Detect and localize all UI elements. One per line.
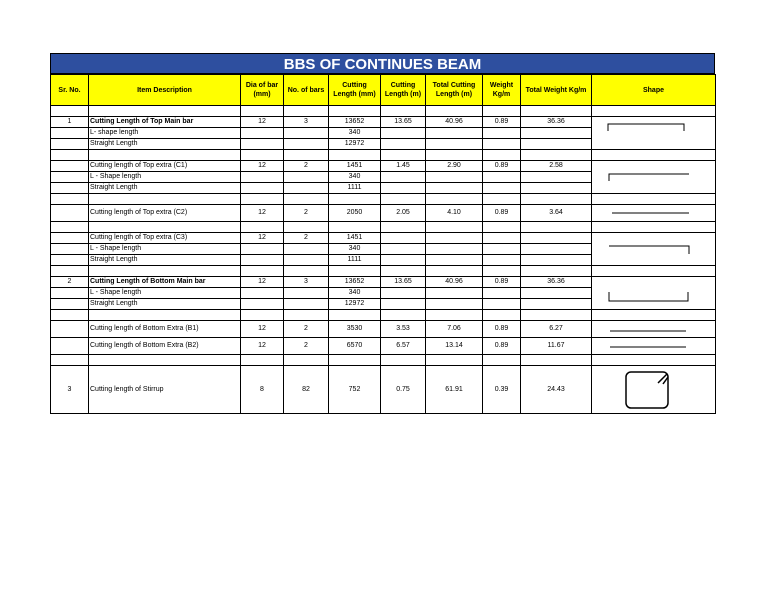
cell-len-m: 13.65 [381, 277, 426, 288]
header-cut-mm: Cutting Length (mm) [329, 75, 381, 106]
cell-desc: L- shape length [89, 128, 241, 139]
cell-dia: 12 [241, 205, 284, 222]
cell-total: 61.91 [426, 366, 483, 414]
cell-len-mm: 752 [329, 366, 381, 414]
cell-total-weight: 24.43 [521, 366, 592, 414]
cell-nos: 3 [284, 277, 329, 288]
cell-total: 2.90 [426, 161, 483, 172]
cell-dia: 12 [241, 161, 284, 172]
table-row-c3 [51, 233, 716, 244]
table-row-b2 [51, 338, 716, 355]
cell-len-m: 2.05 [381, 205, 426, 222]
cell-total: 40.96 [426, 277, 483, 288]
cell-sr: 3 [51, 366, 89, 414]
header-dia: Dia of bar (mm) [241, 75, 284, 106]
u-shape-top-icon [592, 117, 716, 150]
shape-b2 [592, 338, 716, 355]
straight-bar-icon [592, 321, 716, 337]
cell-total: 40.96 [426, 117, 483, 128]
cell-desc: Cutting length of Bottom Extra (B1) [89, 321, 241, 338]
cell-len-mm: 1111 [329, 183, 381, 194]
cell-weight: 0.89 [483, 205, 521, 222]
cell-len-mm: 12972 [329, 139, 381, 150]
cell-len-m: 1.45 [381, 161, 426, 172]
header-total-cut: Total Cutting Length (m) [426, 75, 483, 106]
table-row-stirrup [51, 366, 716, 414]
cell-len-mm: 13652 [329, 277, 381, 288]
cell-desc: Cutting length of Stirrup [89, 366, 241, 414]
table-row-bottom-main [51, 277, 716, 288]
cell-nos: 3 [284, 117, 329, 128]
cell-len-mm: 340 [329, 288, 381, 299]
table-row-top-main [51, 117, 716, 128]
cell-len-mm: 2050 [329, 205, 381, 222]
cell-weight: 0.89 [483, 161, 521, 172]
cell-desc: Straight Length [89, 139, 241, 150]
shape-bottom-main [592, 277, 716, 310]
cell-total-weight: 36.36 [521, 277, 592, 288]
cell-len-m: 0.75 [381, 366, 426, 414]
cell-nos: 82 [284, 366, 329, 414]
l-shape-right-icon [592, 233, 716, 266]
cell-weight: 0.89 [483, 277, 521, 288]
cell-len-mm: 3530 [329, 321, 381, 338]
cell-nos: 2 [284, 321, 329, 338]
header-weight: Weight Kg/m [483, 75, 521, 106]
cell-len-mm: 340 [329, 244, 381, 255]
cell-total-weight: 3.64 [521, 205, 592, 222]
cell-weight: 0.89 [483, 338, 521, 355]
header-shape: Shape [592, 75, 716, 106]
cell-total-weight: 6.27 [521, 321, 592, 338]
header-item: Item Description [89, 75, 241, 106]
straight-bar-icon [592, 205, 716, 221]
cell-desc: L - Shape length [89, 288, 241, 299]
cell-nos: 2 [284, 205, 329, 222]
cell-len-mm: 340 [329, 128, 381, 139]
cell-dia: 12 [241, 117, 284, 128]
cell-total-weight: 11.67 [521, 338, 592, 355]
cell-desc: Straight Length [89, 299, 241, 310]
cell-weight: 0.39 [483, 366, 521, 414]
cell-dia: 12 [241, 321, 284, 338]
cell-len-mm: 1111 [329, 255, 381, 266]
cell-len-mm: 13652 [329, 117, 381, 128]
cell-len-mm: 1451 [329, 233, 381, 244]
cell-desc: Cutting Length of Bottom Main bar [89, 277, 241, 288]
cell-dia: 8 [241, 366, 284, 414]
cell-weight: 0.89 [483, 321, 521, 338]
cell-nos: 2 [284, 233, 329, 244]
cell-desc: Straight Length [89, 255, 241, 266]
cell-desc: Cutting length of Top extra (C2) [89, 205, 241, 222]
cell-len-m: 6.57 [381, 338, 426, 355]
cell-total-weight: 2.58 [521, 161, 592, 172]
spacer-row [51, 150, 716, 161]
cell-sr: 1 [51, 117, 89, 128]
spacer-row [51, 266, 716, 277]
cell-dia: 12 [241, 338, 284, 355]
shape-stirrup [592, 366, 716, 414]
shape-b1 [592, 321, 716, 338]
cell-total: 4.10 [426, 205, 483, 222]
cell-total-weight: 36.36 [521, 117, 592, 128]
header-sr: Sr. No. [51, 75, 89, 106]
cell-len-mm: 12972 [329, 299, 381, 310]
shape-top-main [592, 117, 716, 150]
cell-len-mm: 6570 [329, 338, 381, 355]
cell-dia: 12 [241, 277, 284, 288]
cell-nos: 2 [284, 338, 329, 355]
bbs-table [50, 74, 716, 414]
shape-c3 [592, 233, 716, 266]
l-shape-down-icon [592, 161, 716, 194]
cell-nos: 2 [284, 161, 329, 172]
cell-len-m: 13.65 [381, 117, 426, 128]
cell-len-mm: 340 [329, 172, 381, 183]
cell-desc: Cutting length of Bottom Extra (B2) [89, 338, 241, 355]
u-shape-bottom-icon [592, 277, 716, 310]
sheet-title: BBS OF CONTINUES BEAM [50, 53, 715, 74]
spacer-row [51, 106, 716, 117]
cell-len-mm: 1451 [329, 161, 381, 172]
header-total-weight: Total Weight Kg/m [521, 75, 592, 106]
spacer-row [51, 355, 716, 366]
cell-len-m: 3.53 [381, 321, 426, 338]
table-row-c1 [51, 161, 716, 172]
table-row-c2 [51, 205, 716, 222]
cell-total: 7.06 [426, 321, 483, 338]
cell-desc: Cutting Length of Top Main bar [89, 117, 241, 128]
shape-c1 [592, 161, 716, 194]
cell-total: 13.14 [426, 338, 483, 355]
shape-c2 [592, 205, 716, 222]
cell-desc: Straight Length [89, 183, 241, 194]
cell-desc: L - Shape length [89, 244, 241, 255]
spacer-row [51, 222, 716, 233]
table-row-b1 [51, 321, 716, 338]
cell-weight: 0.89 [483, 117, 521, 128]
cell-dia: 12 [241, 233, 284, 244]
spacer-row [51, 194, 716, 205]
cell-desc: L - Shape length [89, 172, 241, 183]
straight-bar-icon [592, 338, 716, 354]
bbs-sheet [50, 53, 715, 414]
spacer-row [51, 310, 716, 321]
header-nos: No. of bars [284, 75, 329, 106]
header-row [51, 75, 716, 106]
stirrup-icon [592, 366, 716, 413]
cell-desc: Cutting length of Top extra (C1) [89, 161, 241, 172]
header-cut-m: Cutting Length (m) [381, 75, 426, 106]
cell-sr: 2 [51, 277, 89, 288]
cell-desc: Cutting length of Top extra (C3) [89, 233, 241, 244]
